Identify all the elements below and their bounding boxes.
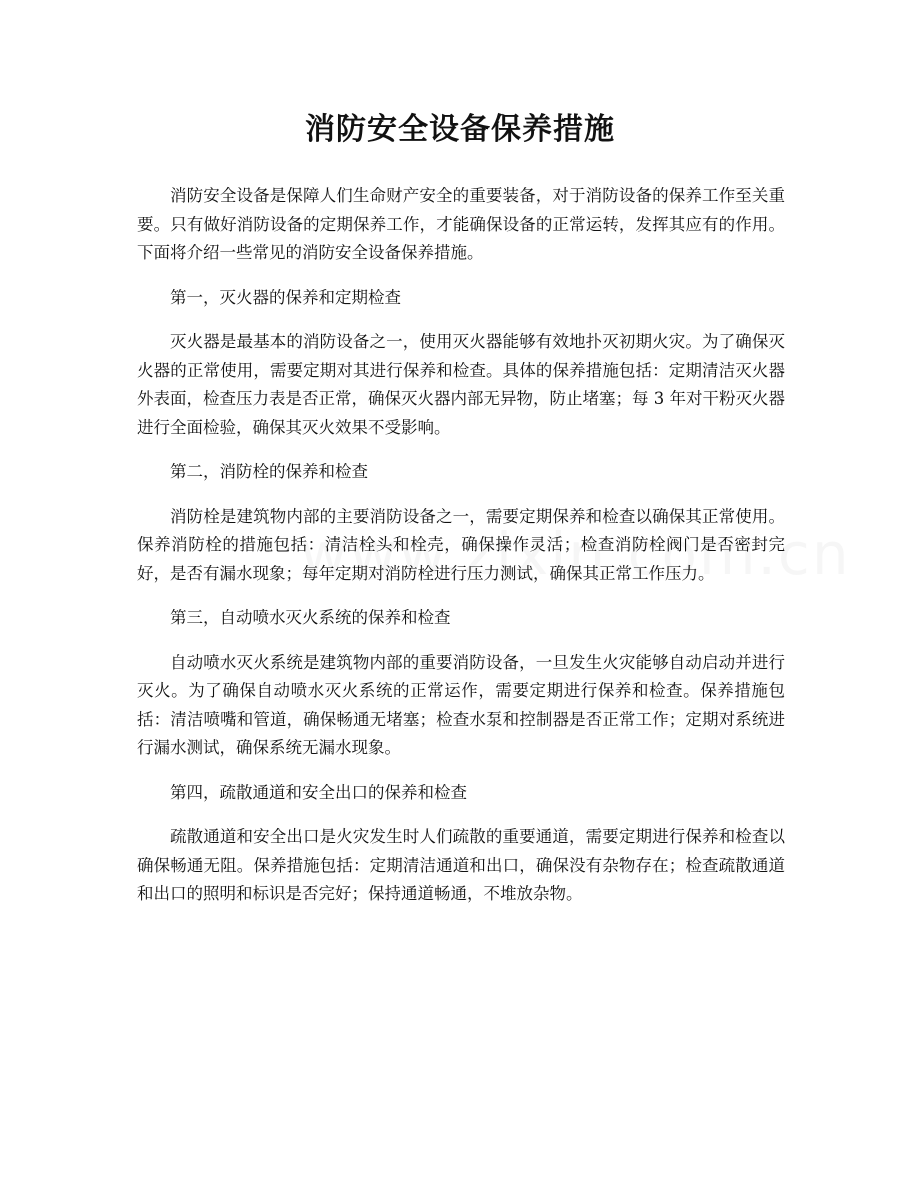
section-paragraph-3: 自动喷水灭火系统是建筑物内部的重要消防设备，一旦发生火灾能够自动启动并进行灭火。为了确保自动喷水灭火系统的正常运作，需要定期进行保养和检查。保养措施包括：清洁喷嘴和管道，确保畅通无堵塞；检查水泵和控制器是否正常工作；定期对系统进行漏水测试，确保系统无漏水现象。 bbox=[137, 652, 785, 757]
section-heading-4: 第四，疏散通道和安全出口的保养和检查 bbox=[170, 782, 467, 802]
section-heading-2: 第二，消防栓的保养和检查 bbox=[170, 462, 368, 481]
section-paragraph-1: 灭火器是最基本的消防设备之一，使用灭火器能够有效地扑灭初期火灾。为了确保灭火器的正常使用，需要定期对其进行保养和检查。具体的保养措施包括：定期清洁灭火器外表面，检查压力表是否正常，确保灭火器内部无异物，防止堵塞；每 3 年对干粉灭火器进行全面检验，确保其灭火效果不受影响。 bbox=[137, 332, 785, 437]
section-paragraph-4: 疏散通道和安全出口是火灾发生时人们疏散的重要通道，需要定期进行保养和检查以确保畅通无阻。保养措施包括：定期清洁通道和出口，确保没有杂物存在；检查疏散通道和出口的照明和标识是否完好；保持通道畅通，不堆放杂物。 bbox=[137, 827, 785, 903]
section-heading-3: 第三，自动喷水灭火系统的保养和检查 bbox=[170, 608, 451, 627]
document-body bbox=[137, 182, 785, 925]
section-heading-1: 第一，灭火器的保养和定期检查 bbox=[170, 287, 401, 307]
page-title: 消防安全设备保养措施 bbox=[305, 112, 615, 147]
intro-paragraph: 消防安全设备是保障人们生命财产安全的重要装备，对于消防设备的保养工作至关重要。只有做好消防设备的定期保养工作，才能确保设备的正常运转，发挥其应有的作用。下面将介绍一些常见的消防安全设备保养措施。 bbox=[137, 186, 785, 262]
section-paragraph-2: 消防栓是建筑物内部的主要消防设备之一，需要定期保养和检查以确保其正常使用。保养消防栓的措施包括：清洁栓头和栓壳，确保操作灵活；检查消防栓阀门是否密封完好，是否有漏水现象；每年定期对消防栓进行压力测试，确保其正常工作压力。 bbox=[137, 506, 785, 583]
